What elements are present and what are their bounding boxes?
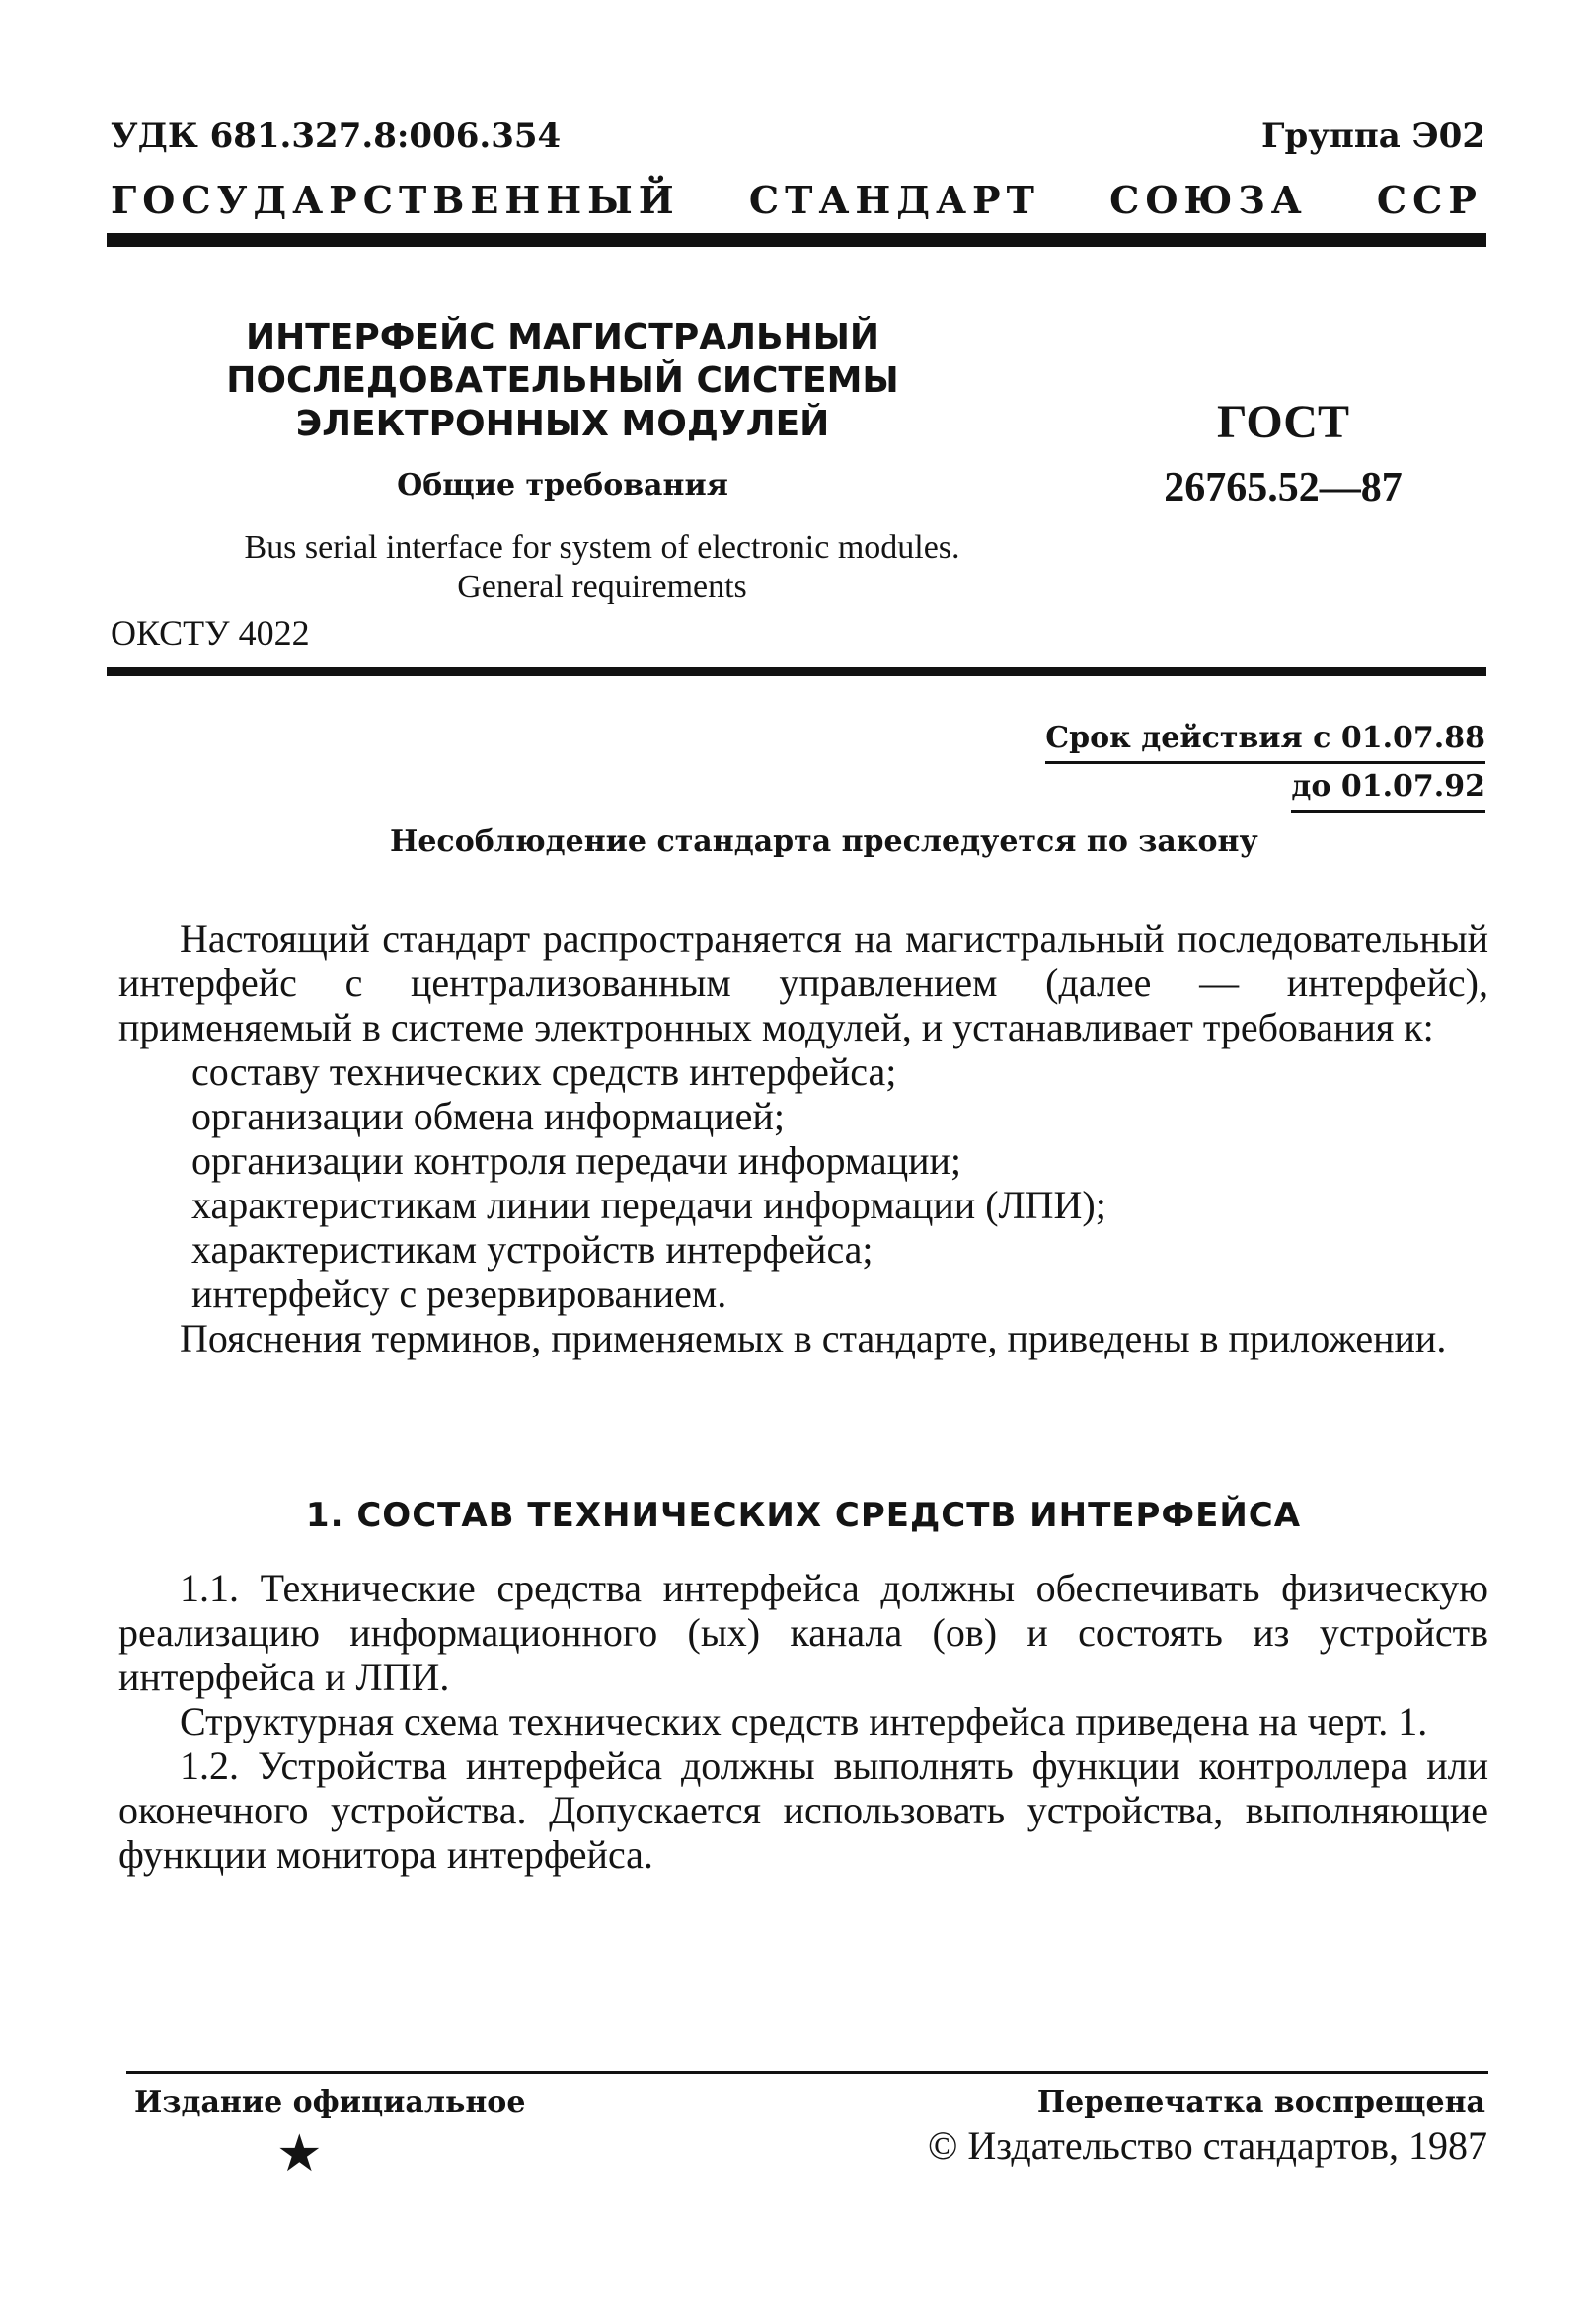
list-item: организации контроля передачи информации; xyxy=(191,1138,962,1183)
group-code: Группа Э02 xyxy=(1260,116,1485,156)
footer-rule xyxy=(126,2071,1488,2074)
terms-note: Пояснения терминов, применяемых в стандарте, приведены в приложении. xyxy=(180,1316,1447,1360)
reprint-prohibited-label: Перепечатка воспрещена xyxy=(1036,2085,1485,2120)
title-rule xyxy=(107,667,1486,676)
validity-to: до 01.07.92 xyxy=(1291,764,1485,813)
gost-number: 26765.52—87 xyxy=(1164,465,1403,510)
clause-1-2: 1.2. Устройства интерфейса должны выполнять функции контроллера или оконечного устройства. Допускается использовать устройства, выполняющие функции монитора интерфейса. xyxy=(118,1743,1488,1877)
star-icon: ★ xyxy=(276,2125,323,2184)
document-title xyxy=(188,316,938,446)
list-item: интерфейсу с резервированием. xyxy=(191,1272,727,1316)
clause-1-1-diagram-ref: Структурная схема технических средств интерфейса приведена на черт. 1. xyxy=(180,1699,1428,1743)
section-1-block xyxy=(118,1566,1488,1877)
section-heading: 1. СОСТАВ ТЕХНИЧЕСКИХ СРЕДСТВ ИНТЕРФЕЙСА xyxy=(305,1496,1302,1535)
validity-period xyxy=(1045,716,1485,813)
intro-paragraph: Настоящий стандарт распространяется на магистральный последовательный интерфейс с централизованным управлением (далее — интерфейс), применяемый в системе электронных модулей, и устанавливает требования к: xyxy=(118,916,1488,1049)
title-line-3: ЭЛЕКТРОННЫХ МОДУЛЕЙ xyxy=(295,404,830,444)
copyright-notice: © Издательство стандартов, 1987 xyxy=(927,2124,1487,2168)
document-subtitle: Общие требования xyxy=(397,468,728,503)
intro-block xyxy=(118,916,1488,1360)
official-edition-label: Издание официальное xyxy=(134,2085,526,2120)
gost-label: ГОСТ xyxy=(1217,396,1349,448)
header-rule xyxy=(107,233,1486,247)
clause-1-1: 1.1. Технические средства интерфейса должны обеспечивать физическую реализацию информационного (ых) канала (ов) и состоять из устройств интерфейса и ЛПИ. xyxy=(118,1566,1488,1699)
english-title xyxy=(118,528,1086,607)
english-title-line-2: General requirements xyxy=(457,569,747,605)
state-standard-banner: ГОСУДАРСТВЕННЫЙ СТАНДАРТ СОЮЗА ССР xyxy=(111,178,1482,222)
english-title-line-1: Bus serial interface for system of electronic modules. xyxy=(244,529,960,566)
okstu-code: ОКСТУ 4022 xyxy=(111,613,310,653)
title-line-1: ИНТЕРФЕЙС МАГИСТРАЛЬНЫЙ xyxy=(245,317,880,357)
list-item: характеристикам линии передачи информации (ЛПИ); xyxy=(191,1183,1106,1227)
list-item: организации обмена информацией; xyxy=(191,1094,785,1138)
list-item: характеристикам устройств интерфейса; xyxy=(191,1227,874,1272)
list-item: составу технических средств интерфейса; xyxy=(191,1049,897,1094)
validity-from: Срок действия с 01.07.88 xyxy=(1045,716,1485,764)
legal-warning: Несоблюдение стандарта преследуется по закону xyxy=(390,824,1258,859)
title-line-2: ПОСЛЕДОВАТЕЛЬНЫЙ СИСТЕМЫ xyxy=(226,360,899,401)
udk-code: УДК 681.327.8:006.354 xyxy=(111,116,562,156)
